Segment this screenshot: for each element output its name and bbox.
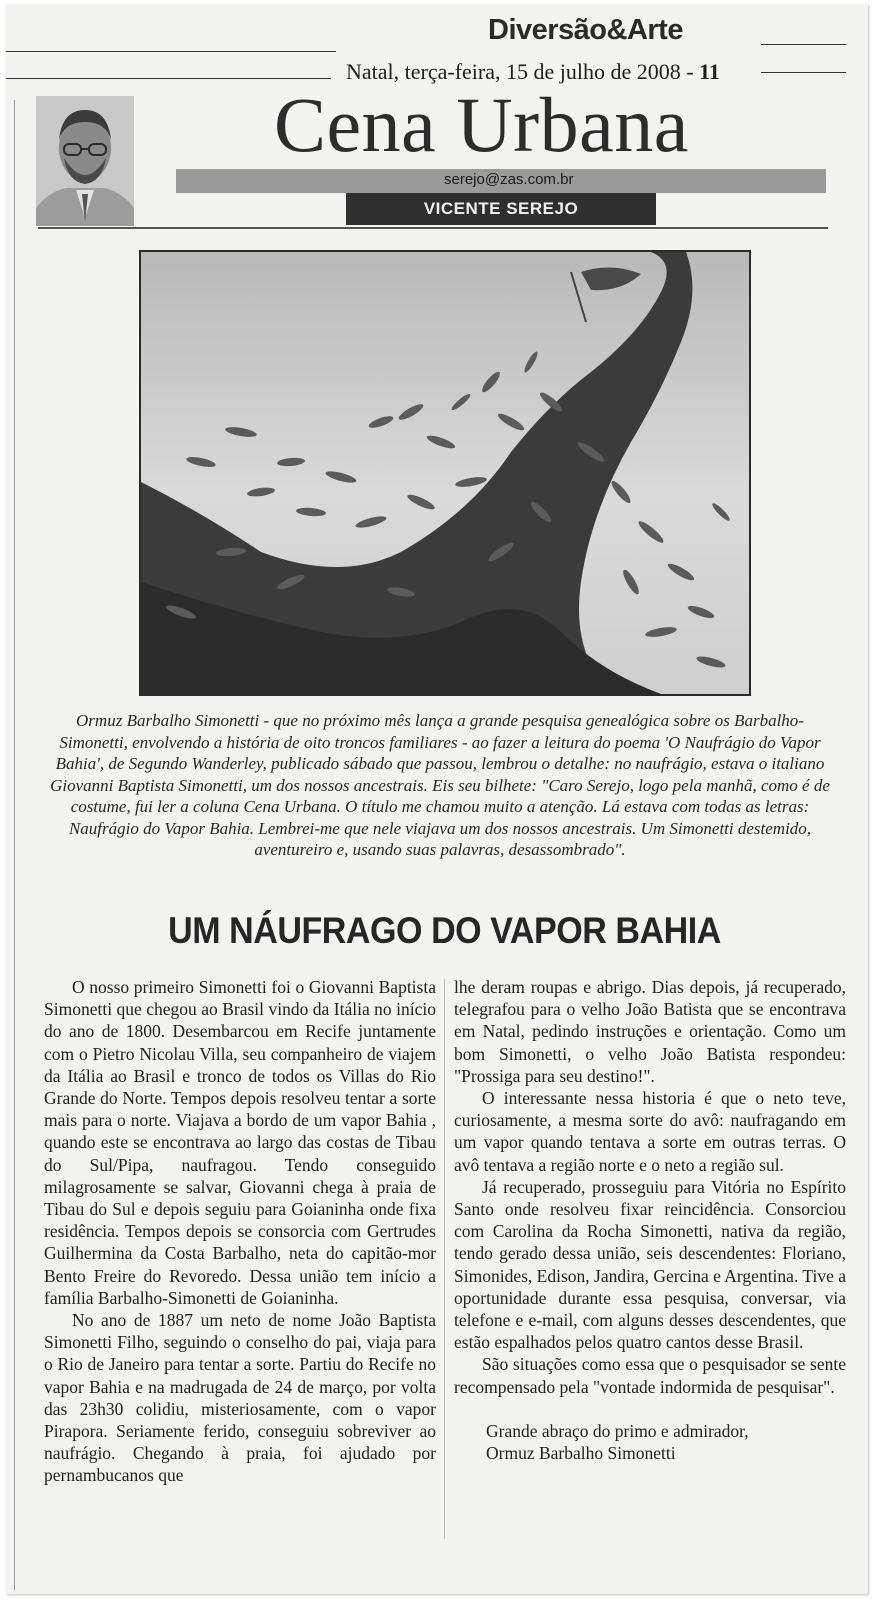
- signoff-line: Grande abraço do primo e admirador,: [486, 1420, 749, 1441]
- author-byline: VICENTE SEREJO: [346, 193, 656, 225]
- photo-caption: Ormuz Barbalho Simonetti - que no próximo mês lança a grande pesquisa genealógica sobre os Barbalho-Simonetti, envolvendo a história de oito troncos familiares - ao fazer a leitura do poema 'O Naufrágio do Vapor Bahia', de Segundo Wanderley, publicado sábado que passou, lembrou o detalhe: no naufrágio, estava o italiano Giovanni Baptista Simonetti, um dos nossos ancestrais. Eis seu bilhete: "Caro Serejo, logo pela manhã, como é de costume, fui ler a coluna Cena Urbana. O título me chamou muito a atenção. Lá estava com todas as letras: Naufrágio do Vapor Bahia. Lembrei-me que nele viajava um dos nossos ancestrais. Um Simonetti destemido, aventureiro e, usando suas palavras, desassombrado".: [50, 711, 830, 859]
- column-title: Cena Urbana: [274, 81, 689, 168]
- article-paragraph: Já recuperado, prosseguiu para Vitória no Espírito Santo onde resolveu fixar reincidência. Consorciou com Carolina da Rocha Simonetti, nativa da região, tendo gerado dessa união, seis descendentes: Floriano, Simonides, Edison, Jandira, Gercina e Argentina. Tive a oportunidade durante essa pesquisa, conversar, via telefone e e-mail, com alguns desses descendentes, que estão espalhados pelos quatro cantos desse Brasil.: [454, 1176, 846, 1353]
- dateline-text: Natal, terça-feira, 15 de julho de 2008 -: [346, 59, 700, 84]
- signoff: [454, 1420, 846, 1464]
- article-paragraph-continued: lhe deram roupas e abrigo. Dias depois, já recuperado, telegrafou para o velho João Batista que se encontrava em Natal, pedindo instruções e orientação. Como um bom Simonetti, o velho João Batista respondeu: "Prossiga para seu destino!".: [454, 977, 846, 1086]
- author-portrait-svg: [36, 96, 134, 226]
- section-name: Diversão&Arte: [488, 14, 683, 46]
- author-email: serejo@zas.com.br: [444, 171, 574, 188]
- article-column-left: [44, 976, 436, 1487]
- masthead-rule: [38, 227, 828, 229]
- header-rule: [761, 44, 846, 45]
- column-divider: [444, 979, 445, 1539]
- left-margin-rule: [14, 100, 15, 1590]
- header-rule: [6, 78, 331, 79]
- article-paragraph: O interessante nessa historia é que o neto teve, curiosamente, a mesma sorte do avô: naufragando em um vapor quando tentava a sorte em outras terras. O avô tentava a região norte e o neto a região sul.: [454, 1088, 846, 1175]
- article-column-right: [454, 976, 846, 1464]
- author-portrait-icon: [36, 96, 134, 226]
- header-rule: [761, 72, 846, 73]
- shipwreck-fish-photo-icon: [139, 250, 751, 696]
- article-paragraph: O nosso primeiro Simonetti foi o Giovanni Baptista Simonetti que chegou ao Brasil vindo da Itália no início do ano de 1800. Desembarcou em Recife juntamente com o Pietro Nicolau Villa, seu companheiro de viajem da Itália ao Brasil e tronco de todos os Villas do Rio Grande do Norte. Tempos depois resolveu tentar a sorte mais para o norte. Viajava a bordo de um vapor Bahia , quando este se encontrava ao largo das costas de Tibau do Sul/Pipa, naufragou. Tendo conseguido milagrosamente se salvar, Giovanni chega à praia de Tibau do Sul e depois seguiu para Goianinha onde fixa residência. Tempos depois se consorcia com Gertrudes Guilhermina da Costa Barbalho, neta do capitão-mor Bento Freire do Revoredo. Dessa união tem início a família Barbalho-Simonetti de Goianinha.: [44, 977, 436, 1308]
- header-rule: [6, 51, 336, 52]
- article-paragraph: São situações como essa que o pesquisador se sente recompensado pela "vontade indormida de pesquisar".: [454, 1354, 846, 1397]
- article-headline: UM NÁUFRAGO DO VAPOR BAHIA: [168, 910, 721, 951]
- page-number: 11: [699, 59, 720, 84]
- shipwreck-photo-svg: [141, 252, 749, 694]
- signoff-signature: Ormuz Barbalho Simonetti: [486, 1443, 676, 1464]
- newspaper-page: [6, 4, 868, 1594]
- article-paragraph: No ano de 1887 um neto de nome João Baptista Simonetti Filho, seguindo o conselho do pai, viaja para o Rio de Janeiro para tentar a sorte. Partiu do Recife no vapor Bahia e na madrugada de 24 de março, por volta das 23h30 colidiu, misteriosamente, com o vapor Pirapora. Seriamente ferido, conseguiu sobreviver ao naufrágio. Chegando à praia, foi ajudado por pernambucanos que: [44, 1310, 436, 1486]
